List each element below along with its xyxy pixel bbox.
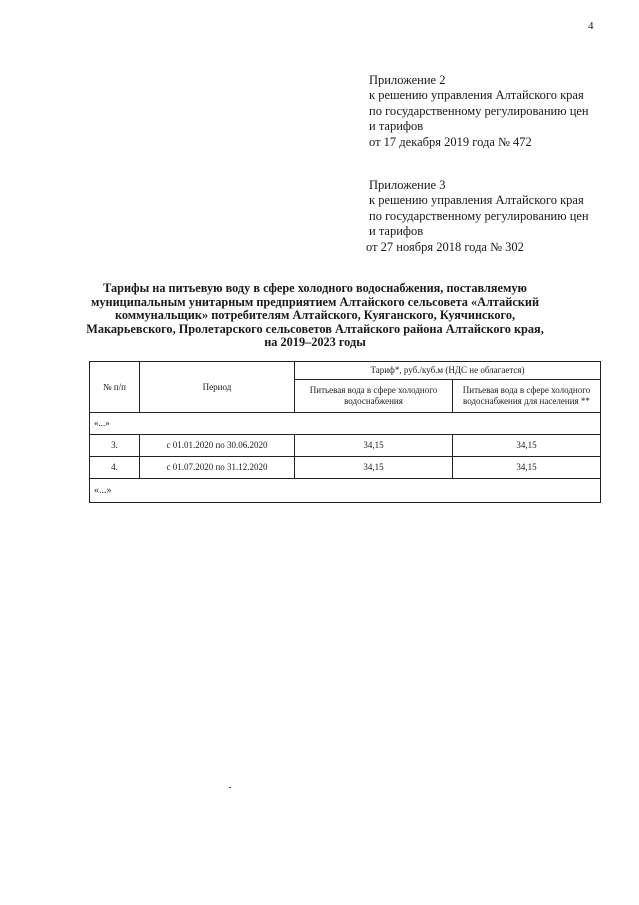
cell-tariff-a: 34,15	[295, 457, 453, 479]
title-line: на 2019–2023 годы	[264, 335, 366, 350]
scan-speck	[229, 787, 231, 788]
tariff-table	[89, 361, 601, 503]
page-number: 4	[588, 20, 594, 32]
cell-period: с 01.01.2020 по 30.06.2020	[140, 435, 295, 457]
annex-3-header	[366, 178, 589, 255]
annex-2-line: Приложение 2	[369, 73, 446, 87]
annex-2-line: и тарифов	[369, 119, 424, 134]
table-row	[90, 413, 601, 435]
table-row	[90, 479, 601, 503]
header-num: № п/п	[90, 362, 140, 413]
header-tariff-group: Тариф*, руб./куб.м (НДС не облагается)	[295, 362, 601, 380]
title-line: Тарифы на питьевую воду в сфере холодного водоснабжения, поставляемую	[103, 281, 527, 295]
cell-num: 3.	[90, 435, 140, 457]
table-row	[90, 457, 601, 479]
document-title	[80, 282, 550, 350]
annex-2-header	[369, 73, 589, 150]
ellipsis-cell: «...»	[90, 413, 601, 435]
cell-num: 4.	[90, 457, 140, 479]
annex-2-line: к решению управления Алтайского края	[369, 88, 584, 103]
header-drinking-water: Питьевая вода в сфере холодного водоснабжения	[295, 380, 453, 413]
annex-3-line: по государственному регулированию цен	[369, 208, 589, 223]
table-header-row	[90, 362, 601, 380]
annex-3-line: Приложение 3	[369, 178, 446, 192]
annex-3-line: к решению управления Алтайского края	[369, 193, 584, 208]
annex-2-line: от 17 декабря 2019 года № 472	[369, 134, 532, 149]
annex-3-line: от 27 ноября 2018 года № 302	[366, 239, 524, 254]
title-line: коммунальщик» потребителям Алтайского, Куяганского, Куячинского,	[114, 308, 516, 323]
cell-period: с 01.07.2020 по 31.12.2020	[140, 457, 295, 479]
cell-tariff-b: 34,15	[453, 457, 601, 479]
header-drinking-water-population: Питьевая вода в сфере холодного водоснабжения для населения **	[453, 380, 601, 413]
cell-tariff-b: 34,15	[453, 435, 601, 457]
annex-2-line: по государственному регулированию цен	[369, 103, 589, 118]
table-row	[90, 435, 601, 457]
ellipsis-cell: «...»	[90, 479, 601, 503]
title-line: муниципальным унитарным предприятием Алтайского сельсовета «Алтайский	[90, 294, 540, 309]
header-period: Период	[140, 362, 295, 413]
cell-tariff-a: 34,15	[295, 435, 453, 457]
annex-3-line: и тарифов	[369, 224, 424, 239]
title-line: Макарьевского, Пролетарского сельсоветов Алтайского района Алтайского края,	[86, 321, 544, 336]
